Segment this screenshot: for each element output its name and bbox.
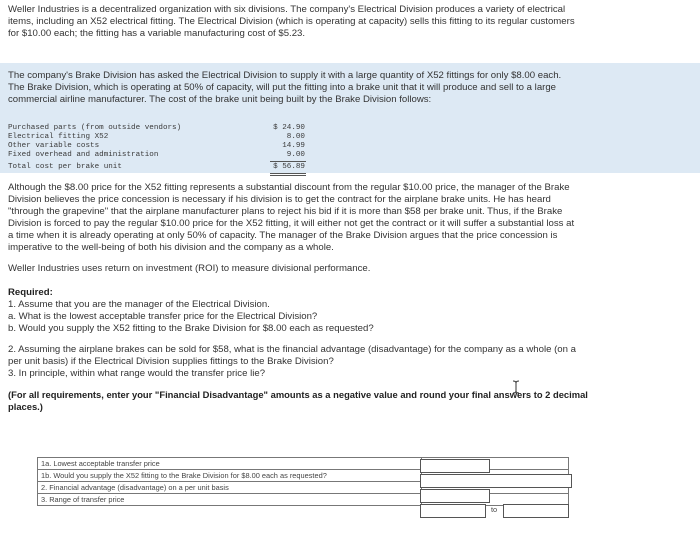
cost-label-purchased-parts: Purchased parts (from outside vendors) xyxy=(8,124,182,132)
answer-label-1b: 1b. Would you supply the X52 fitting to the Brake Division for $8.00 each as requested? xyxy=(38,470,422,482)
intro-line-3: for $10.00 each; the fitting has a variable manufacturing cost of $5.23. xyxy=(8,28,306,39)
cost-label-total: Total cost per brake unit xyxy=(8,163,122,171)
intro-line-1: Weller Industries is a decentralized organization with six divisions. The company's Electrical Division produces a variety of electrical xyxy=(8,4,566,15)
total-rule-1 xyxy=(270,173,306,174)
answer-label-3: 3. Range of transfer price xyxy=(38,494,422,506)
question-2-line-2: per unit basis) if the Electrical Division supplies fittings to the Brake Division? xyxy=(8,356,334,367)
answer-label-1a: 1a. Lowest acceptable transfer price xyxy=(38,458,422,470)
question-1: 1. Assume that you are the manager of the Electrical Division. xyxy=(8,299,270,310)
question-2-line-1: 2. Assuming the airplane brakes can be sold for $58, what is the financial advantage (disadvantage) for the company as a whole (on a xyxy=(8,344,576,355)
range-to-input[interactable] xyxy=(503,504,569,518)
range-from-input[interactable] xyxy=(420,504,486,518)
instruction-line-1: (For all requirements, enter your "Financial Disadvantage" amounts as a negative value and round your final answers to 2 decimal xyxy=(8,389,588,400)
subtotal-rule xyxy=(270,161,306,162)
transfer-price-input[interactable] xyxy=(420,459,490,473)
question-1b: b. Would you supply the X52 fitting to the Brake Division for $8.00 each as requested? xyxy=(8,323,374,334)
required-heading: Required: xyxy=(8,287,53,298)
cost-value-total: $ 56.89 xyxy=(273,163,305,171)
range-to-label: to xyxy=(491,505,498,514)
discount-line-3: "through the grapevine" that the airplane manufacturer plans to reject his bid if it is more than $58 per brake unit. Thus, if the Brake xyxy=(8,206,563,217)
cost-value-other-variable: 14.99 xyxy=(282,142,305,150)
discount-line-6: imperative to the well-being of both his division and the company as a whole. xyxy=(8,242,334,253)
discount-line-2: Division believes the price concession is necessary if his division is to get the contract for the airplane brake units. He has heard xyxy=(8,194,551,205)
intro-line-2: items, including an X52 electrical fitting. The Electrical Division (which is operating at capacity) sells this fitting to its regular customers xyxy=(8,16,575,27)
text-cursor-icon xyxy=(511,380,521,394)
cost-label-fixed-overhead: Fixed overhead and administration xyxy=(8,151,159,159)
roi-statement: Weller Industries uses return on investment (ROI) to measure divisional performance. xyxy=(8,263,371,274)
cost-value-fixed-overhead: 9.00 xyxy=(286,151,305,159)
supply-decision-select[interactable] xyxy=(420,474,572,488)
discount-line-5: a time when it is already operating at only 50% of capacity. The manager of the Brake Division argues that the price concession is xyxy=(8,230,558,241)
question-3: 3. In principle, within what range would the transfer price lie? xyxy=(8,368,266,379)
question-1a: a. What is the lowest acceptable transfer price for the Electrical Division? xyxy=(8,311,318,322)
instruction-line-2: places.) xyxy=(8,401,43,412)
brake-line-2: The Brake Division, which is operating at 50% of capacity, will put the fitting into a brake unit that it will produce and sell to a large xyxy=(8,82,557,93)
cost-label-other-variable: Other variable costs xyxy=(8,142,100,150)
total-rule-2 xyxy=(270,175,306,176)
cost-value-purchased-parts: $ 24.90 xyxy=(273,124,305,132)
answer-label-2: 2. Financial advantage (disadvantage) on a per unit basis xyxy=(38,482,422,494)
brake-line-1: The company's Brake Division has asked the Electrical Division to supply it with a large quantity of X52 fittings for only $8.00 each. xyxy=(8,70,562,81)
cost-label-electrical-fitting: Electrical fitting X52 xyxy=(8,133,109,141)
brake-line-3: commercial airline manufacturer. The cost of the brake unit being built by the Brake Division follows: xyxy=(8,94,432,105)
discount-line-1: Although the $8.00 price for the X52 fitting represents a substantial discount from the regular $10.00 price, the manager of the Brake xyxy=(8,182,570,193)
discount-line-4: Division is forced to pay the regular $10.00 price for the X52 fitting, it will either not get the contract or it will suffer a substantial loss at xyxy=(8,218,575,229)
financial-advantage-input[interactable] xyxy=(420,489,490,503)
cost-value-electrical-fitting: 8.00 xyxy=(286,133,305,141)
